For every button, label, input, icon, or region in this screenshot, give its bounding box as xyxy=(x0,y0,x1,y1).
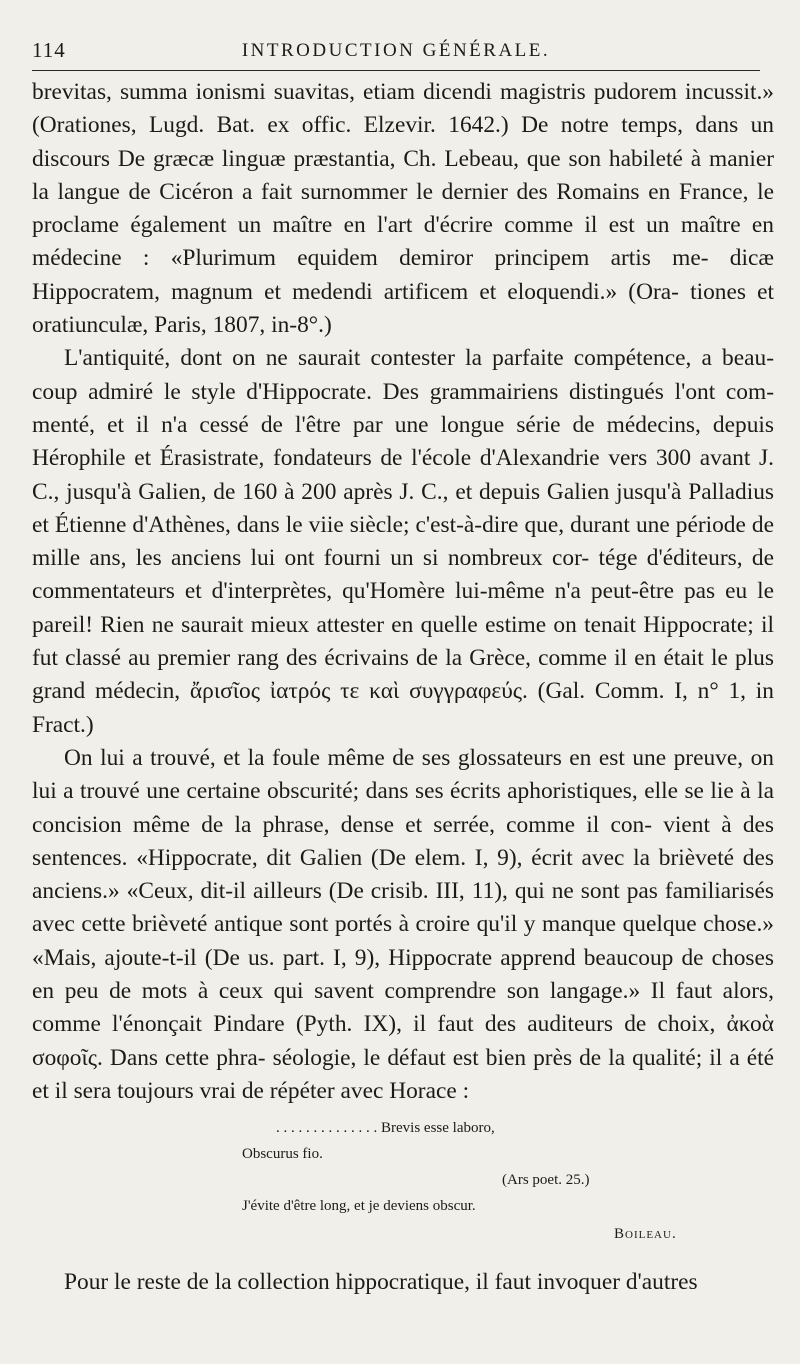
text-line: manier la langue de Cicéron a fait surnommer le dernier des Romains en xyxy=(32,145,774,205)
horace-quote xyxy=(32,1108,774,1266)
page-header xyxy=(32,36,760,71)
text-line: J. C., jusqu'à Galien, de 160 à 200 après J. C., et depuis Galien jusqu'à xyxy=(32,445,774,505)
body-text xyxy=(32,76,774,1300)
text-line: la brièveté des anciens.» «Ceux, dit-il ailleurs (De crisib. III, 11), qui xyxy=(32,844,774,905)
text-line: Palladius et Étienne d'Athènes, dans le viie siècle; c'est-à-dire que, durant xyxy=(32,478,774,538)
text-line: se lie à la concision même de la phrase, dense et serrée, comme il con- xyxy=(32,778,774,838)
text-line: n'a peut-être pas eu le pareil! Rien ne saurait mieux attester en quelle xyxy=(32,578,774,638)
text-line: une période de mille ans, les anciens lui ont fourni un si nombreux cor- xyxy=(32,511,774,572)
text-line: discours De græcæ linguæ præstantia, Ch. Lebeau, que son habileté à xyxy=(32,145,702,172)
quote-line-2: Obscurus fio. xyxy=(242,1146,323,1163)
text-line: tége d'éditeurs, de commentateurs et d'interprètes, qu'Homère lui-même xyxy=(32,545,774,605)
text-line: séologie, le défaut est bien près de la qualité; il a été et il sera toujours xyxy=(32,1044,774,1104)
paragraph-1 xyxy=(32,76,774,342)
text-line: συγγραφεύς. (Gal. Comm. I, n° 1, in Fract.) xyxy=(32,678,774,738)
text-line: On lui a trouvé, et la foule même de ses glossateurs en est une preuve, xyxy=(64,744,744,771)
text-line: ne sont pas familiarisés avec cette brièveté antique sont portés à croire xyxy=(32,878,774,938)
quote-translation: J'évite d'être long, et je deviens obscur. xyxy=(242,1198,476,1215)
text-line: qu'il y manque quelque chose.» «Mais, ajoute-t-il (De us. part. I, 9), xyxy=(32,911,774,971)
text-line: (Pyth. IX), il faut des auditeurs de choix, ἀκοὰ σοφοῖς. Dans cette phra- xyxy=(32,1011,774,1071)
text-line: vient à des sentences. «Hippocrate, dit Galien (De elem. I, 9), écrit avec xyxy=(32,811,774,871)
text-line: Hippocrate apprend beaucoup de choses en peu de mots à ceux qui xyxy=(32,944,775,1005)
text-line: maître en médecine : «Plurimum equidem demiror principem artis me- xyxy=(32,212,774,272)
running-title: INTRODUCTION GÉNÉRALE. xyxy=(241,40,551,61)
paragraph-3 xyxy=(32,742,774,1108)
text-line: Hérophile et Érasistrate, fondateurs de l'école d'Alexandrie vers 300 avant xyxy=(32,445,751,472)
text-line: on lui a trouvé une certaine obscurité; dans ses écrits aphoristiques, elle xyxy=(32,744,774,805)
text-line: (Orationes, Lugd. Bat. ex offic. Elzevir. 1642.) De notre temps, dans un xyxy=(32,112,774,139)
quote-source: (Ars poet. 25.) xyxy=(502,1172,590,1189)
text-line: France, le proclame également un maître en l'art d'écrire comme il est un xyxy=(32,178,774,239)
quote-translator: Boileau. xyxy=(614,1226,677,1243)
text-line: vrai de répéter avec Horace : xyxy=(199,1077,470,1104)
text-line: la Grèce, comme il en était le plus grand médecin, ἄρισῖος ἰατρός τε καὶ xyxy=(32,645,774,705)
paragraph-4: Pour le reste de la collection hippocratique, il faut invoquer d'autres xyxy=(64,1269,698,1296)
text-line: estime on tenait Hippocrate; il fut classé au premier rang des écrivains de xyxy=(32,611,774,672)
text-line: L'antiquité, dont on ne saurait contester la parfaite compétence, a beau- xyxy=(64,345,774,372)
text-line: brevitas, summa ionismi suavitas, etiam dicendi magistris pudorem incussit.» xyxy=(32,79,774,105)
text-line: coup admiré le style d'Hippocrate. Des grammairiens distingués l'ont com- xyxy=(32,378,774,405)
text-line: menté, et il n'a cessé de l'être par une longue série de médecins, depuis xyxy=(32,411,774,438)
text-line: tiones et oratiunculæ, Paris, 1807, in-8°.) xyxy=(32,278,774,339)
text-line: dicæ Hippocratem, magnum et medendi artificem et eloquendi.» (Ora- xyxy=(32,245,774,305)
page-number: 114 xyxy=(32,38,66,62)
paragraph-2 xyxy=(32,342,774,742)
quote-line-1: . . . . . . . . . . . . . . Brevis esse laboro, xyxy=(276,1120,495,1137)
text-line: savent comprendre son langage.» Il faut alors, comme l'énonçait Pindare xyxy=(32,978,774,1038)
